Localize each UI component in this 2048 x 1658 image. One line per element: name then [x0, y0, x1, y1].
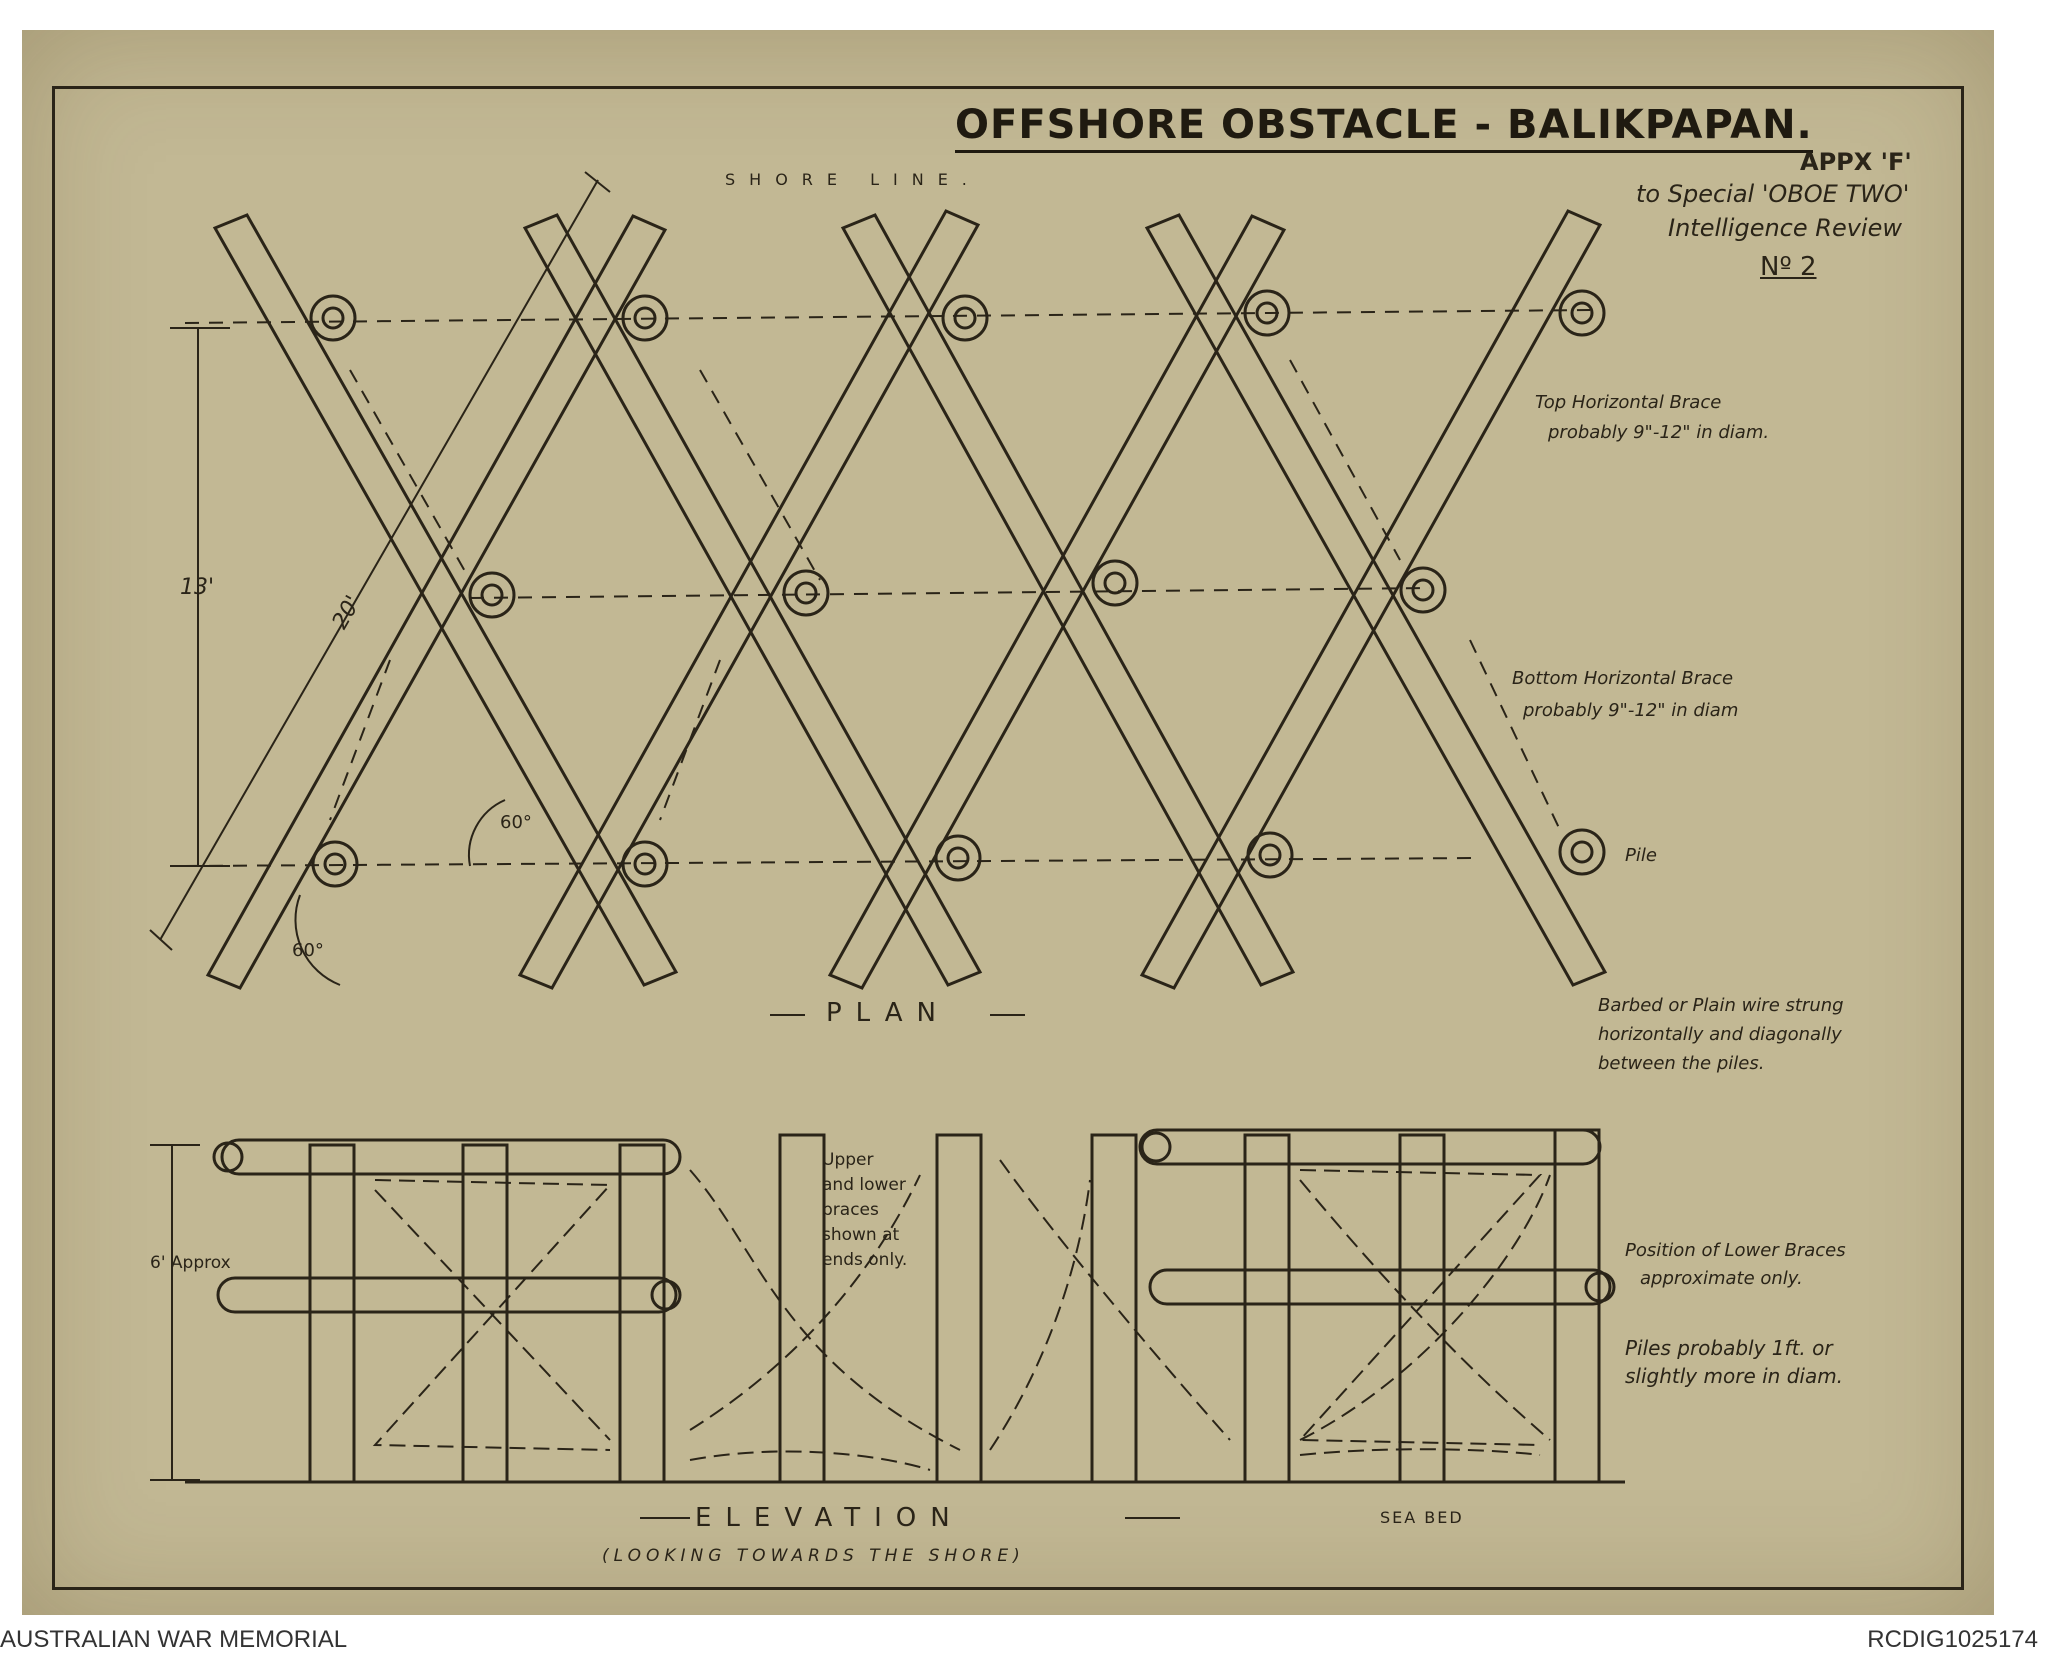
- pile: [943, 296, 987, 340]
- plan-dimensions: [150, 172, 610, 985]
- angle-inner: 60°: [500, 812, 532, 833]
- wire-note-3: between the piles.: [1598, 1053, 1765, 1074]
- braces-note-3: braces: [822, 1200, 879, 1220]
- pile: [1401, 568, 1445, 612]
- appendix-line1: APPX 'F': [1800, 148, 1912, 176]
- bottom-brace-label: Bottom Horizontal Brace: [1512, 668, 1734, 689]
- braces-note-4: shown at: [822, 1225, 900, 1245]
- appendix-line2: to Special 'OBOE TWO': [1636, 180, 1910, 208]
- braces-note-2: and lower: [822, 1175, 906, 1195]
- piles-note-1: Piles probably 1ft. or: [1625, 1336, 1833, 1360]
- label-rules: [640, 1015, 1180, 1518]
- beam-7: [843, 215, 1293, 985]
- top-brace-size: probably 9"-12" in diam.: [1548, 422, 1770, 443]
- piles-note-2: slightly more in diam.: [1625, 1364, 1844, 1388]
- beam-5: [215, 215, 676, 985]
- pile: [936, 836, 980, 880]
- pile: [311, 296, 355, 340]
- wire-note-1: Barbed or Plain wire strung: [1598, 995, 1844, 1016]
- shore-line-label: SHORE LINE.: [725, 170, 981, 189]
- beam-6: [525, 215, 980, 985]
- beam-8: [1147, 215, 1605, 985]
- wire-note-2: horizontally and diagonally: [1598, 1024, 1842, 1045]
- dim-diagonal: 20': [327, 591, 367, 634]
- dim-width: 13': [180, 575, 215, 600]
- footer-source: AUSTRALIAN WAR MEMORIAL: [0, 1626, 348, 1653]
- lower-brace-note-1: Position of Lower Braces: [1625, 1240, 1846, 1261]
- braces-note-5: ends only.: [822, 1250, 908, 1270]
- plan-wires: [185, 310, 1590, 866]
- pile: [1560, 291, 1604, 335]
- pile: [1093, 561, 1137, 605]
- sea-bed-label: SEA BED: [1380, 1508, 1464, 1527]
- pile: [1248, 833, 1292, 877]
- plan-beams: [208, 211, 1605, 988]
- angle-outer: 60°: [292, 940, 324, 961]
- top-brace-label: Top Horizontal Brace: [1535, 392, 1722, 413]
- pile: [313, 842, 357, 886]
- appendix-line4: Nº 2: [1760, 252, 1817, 282]
- elevation-label: ELEVATION: [695, 1503, 964, 1533]
- beam-2: [520, 211, 978, 988]
- footer-id: RCDIG1025174: [1867, 1626, 2038, 1653]
- pile: [1560, 830, 1604, 874]
- drawing-title: OFFSHORE OBSTACLE - BALIKPAPAN.: [955, 102, 1813, 153]
- beam-3: [830, 216, 1284, 988]
- pile-label: Pile: [1625, 845, 1657, 866]
- height-label: 6' Approx: [150, 1253, 231, 1273]
- bottom-brace-size: probably 9"-12" in diam: [1523, 700, 1739, 721]
- plan-label: PLAN: [826, 998, 950, 1028]
- pile: [784, 571, 828, 615]
- pile: [470, 573, 514, 617]
- appendix-line3: Intelligence Review: [1668, 214, 1902, 242]
- braces-note-1: Upper: [822, 1150, 874, 1170]
- lower-brace-note-2: approximate only.: [1640, 1268, 1803, 1289]
- beam-1: [208, 216, 665, 988]
- elevation-sublabel: (LOOKING TOWARDS THE SHORE): [602, 1546, 1025, 1566]
- beam-4: [1142, 211, 1600, 988]
